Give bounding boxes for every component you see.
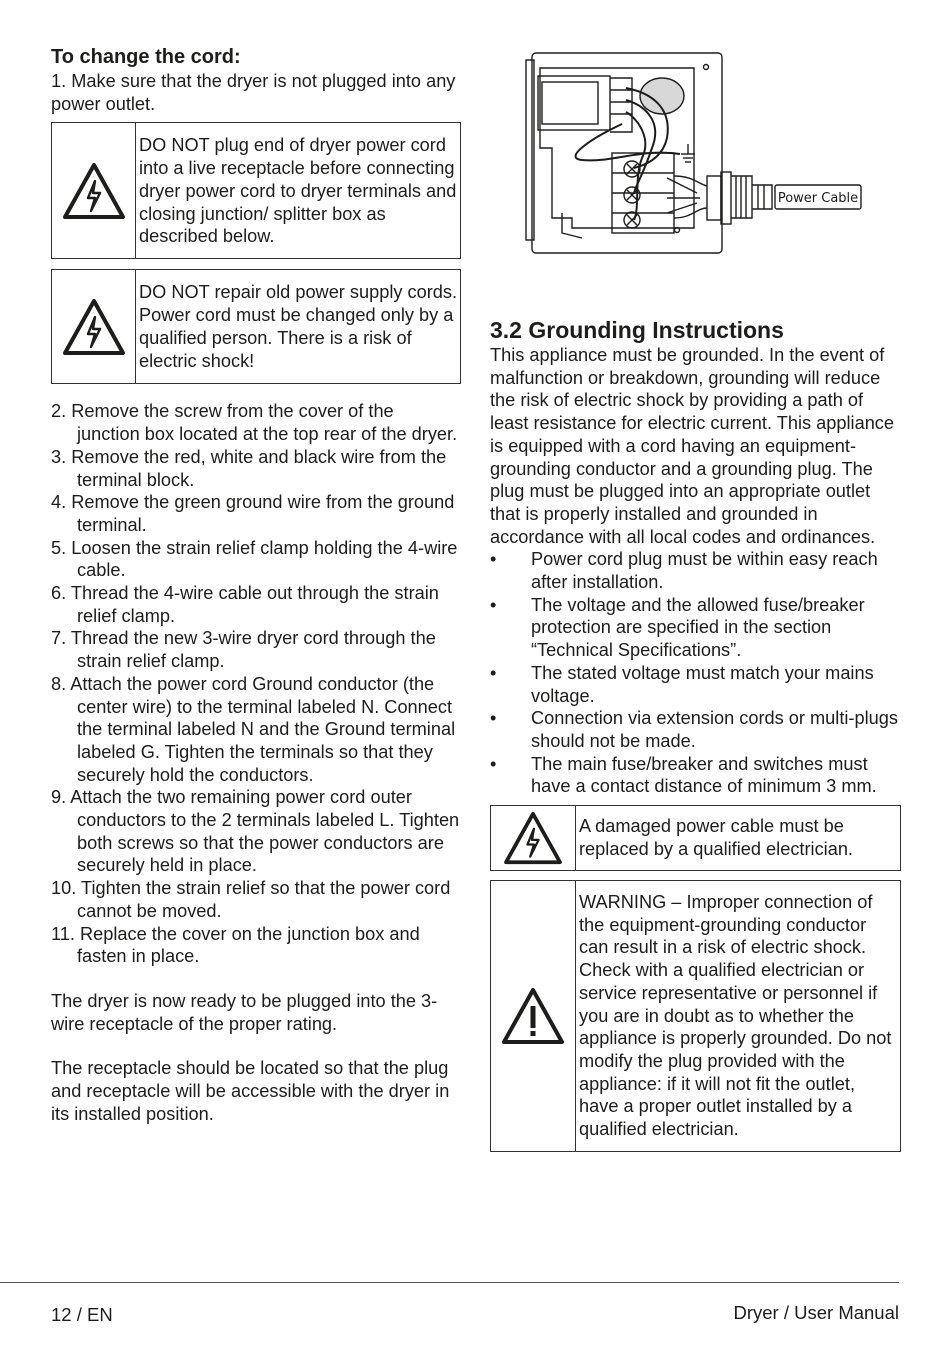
steps-list: [51, 400, 461, 968]
left-column: [51, 44, 461, 1126]
warning-box-damaged-cable: [490, 805, 901, 871]
bullet-dot: •: [490, 594, 497, 615]
bullet-dot: •: [490, 549, 497, 570]
exclamation-warning-icon: [501, 987, 565, 1045]
bullet-text: The stated voltage must match your mains voltage.: [531, 662, 874, 706]
electric-hazard-icon: [62, 162, 126, 220]
list-item: 3. Remove the red, white and black wire from the terminal block.: [51, 446, 447, 490]
bullet-text: The main fuse/breaker and switches must have a contact distance of minimum 3 mm.: [531, 753, 877, 797]
bullet-text: Power cord plug must be within easy reach after installation.: [531, 549, 878, 593]
list-item: [490, 548, 902, 593]
list-item: [490, 662, 902, 707]
bullet-list: [490, 548, 902, 798]
list-item: 11. Replace the cover on the junction box and fasten in place.: [51, 923, 420, 967]
list-item: [490, 707, 902, 752]
warning-text: WARNING – Improper connection of the equipment-grounding conductor can result in a risk of electric shock. Check with a qualified electrician or service representative or personnel if you are in doubt as to whether the appliance is properly grounded. Do not modify the plug provided with the appliance: if it will not fit the outlet, have a proper outlet installed by a qualified electrician.: [579, 892, 892, 1140]
list-item: 8. Attach the power cord Ground conductor (the center wire) to the terminal labeled N. Connect the terminal labeled N and the Ground terminal labeled G. Tighten the terminals so that they securely hold the conductors.: [51, 673, 456, 785]
list-item: 6. Thread the 4-wire cable out through the strain relief clamp.: [51, 583, 439, 626]
bullet-dot: •: [490, 662, 497, 683]
intro-step: 1. Make sure that the dryer is not plugged into any power outlet.: [51, 71, 456, 114]
warning-icon-cell: [52, 270, 136, 383]
bullet-text: Connection via extension cords or multi-plugs should not be made.: [531, 708, 898, 751]
right-column: [490, 316, 902, 1152]
receptacle-paragraph: The receptacle should be located so that the plug and receptacle will be accessible with the dryer in its installed position.: [51, 1058, 450, 1124]
ready-paragraph: The dryer is now ready to be plugged into the 3-wire receptacle of the proper rating.: [51, 990, 438, 1034]
warning-box-live-receptacle: [51, 122, 461, 259]
warning-box-grounding: [490, 880, 901, 1152]
bullet-dot: •: [490, 708, 497, 729]
warning-icon-cell: [491, 881, 576, 1151]
list-item: [490, 753, 902, 798]
grounding-heading: 3.2 Grounding Instructions: [490, 317, 784, 343]
list-item: 2. Remove the screw from the cover of the junction box located at the top rear of the dryer.: [51, 401, 458, 445]
list-item: 5. Loosen the strain relief clamp holding the 4-wire cable.: [51, 537, 458, 581]
electric-hazard-icon: [62, 298, 126, 356]
power-cable-label: Power Cable: [777, 191, 859, 206]
electric-hazard-icon: [503, 811, 563, 865]
list-item: 9. Attach the two remaining power cord outer conductors to the 2 terminals labeled L. Tighten both screws so that the power conductors are securely held in place.: [51, 787, 460, 876]
list-item: [490, 594, 902, 662]
page-number: 12 / EN: [51, 1304, 113, 1325]
list-item: 7. Thread the new 3-wire dryer cord through the strain relief clamp.: [51, 628, 436, 672]
document-title: Dryer / User Manual: [733, 1302, 899, 1323]
warning-box-repair-cords: [51, 269, 461, 384]
warning-text: DO NOT repair old power supply cords. Power cord must be changed only by a qualified person. There is a risk of electric shock!: [139, 282, 458, 371]
warning-icon-cell: [491, 806, 576, 870]
warning-text: A damaged power cable must be replaced by a qualified electrician.: [579, 816, 853, 859]
footer-divider: [0, 1282, 899, 1283]
warning-icon-cell: [52, 123, 136, 258]
section-title-change-cord: To change the cord:: [51, 46, 241, 68]
warning-text: DO NOT plug end of dryer power cord into a live receptacle before connecting dryer power cord to dryer terminals and closing junction/ splitter box as described below.: [139, 135, 457, 247]
list-item: 10. Tighten the strain relief so that the power cord cannot be moved.: [51, 878, 451, 921]
junction-box-diagram: [522, 48, 867, 262]
bullet-dot: •: [490, 753, 497, 774]
bullet-text: The voltage and the allowed fuse/breaker protection are specified in the section “Technical Specifications”.: [531, 594, 865, 661]
list-item: 4. Remove the green ground wire from the ground terminal.: [51, 492, 455, 535]
grounding-body: This appliance must be grounded. In the event of malfunction or breakdown, grounding will reduce the risk of electric shock by providing a path of least resistance for electric current. This appliance is equipped with a cord having an equipment-grounding conductor and a grounding plug. The plug must be plugged into an appropriate outlet that is properly installed and grounded in accordance with all local codes and ordinances.: [490, 345, 895, 547]
